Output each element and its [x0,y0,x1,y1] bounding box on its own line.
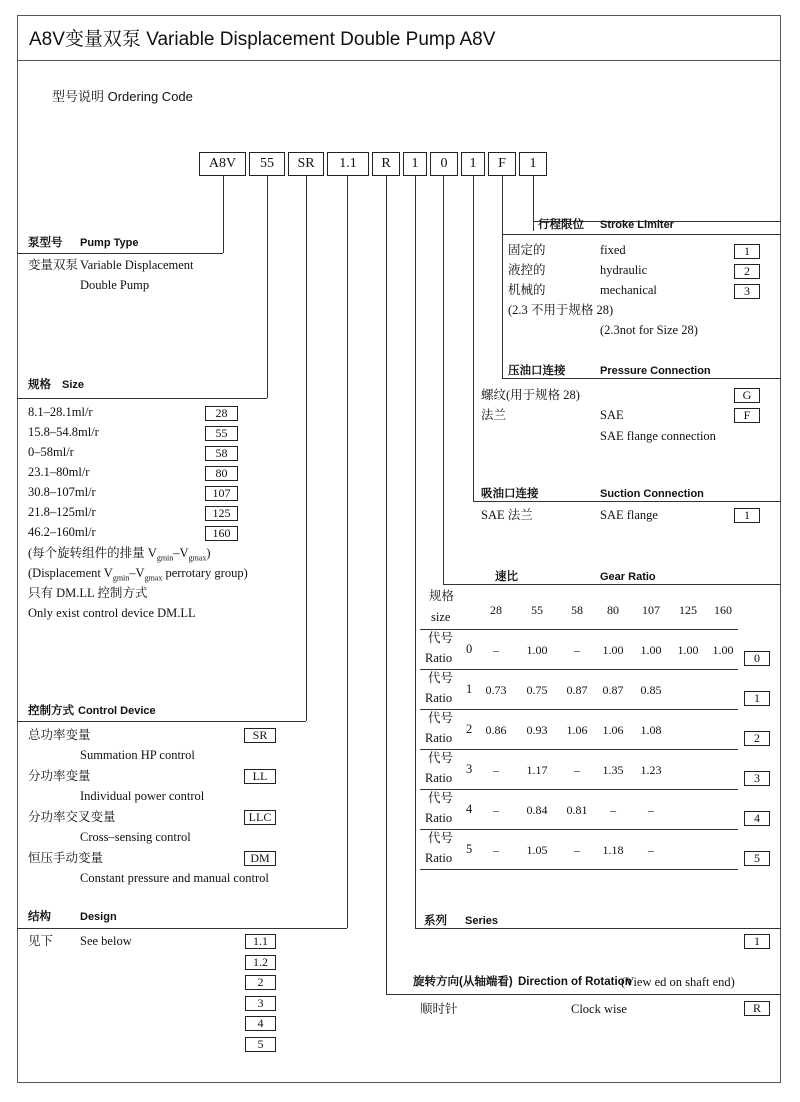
gear-ratio-value: 0.87 [602,683,624,697]
gear-ratio-value: 0.84 [526,803,548,817]
design-code-box: 3 [245,996,276,1011]
stroke-code-box: 1 [734,244,760,259]
gear-ratio-value: 0.73 [485,683,507,697]
size-code-box: 28 [205,406,238,421]
pressure-code-box: F [734,408,760,423]
code-cell-design: 1.1 [327,152,369,176]
code-cell-suction: 1 [461,152,485,176]
control-item-en: Cross–sensing control [80,830,191,844]
pump-type-heading-cn: 泵型号 [28,237,63,249]
size-code-box: 58 [205,446,238,461]
gear-ratio-value: – [493,763,499,777]
gear-ratio-value: 0.86 [485,723,507,737]
gear-row-label-cn: 代号 [428,671,454,685]
size-range: 30.8–107ml/r [28,485,96,499]
gear-row-code: 0 [466,642,473,656]
gear-size-value: 28 [490,603,502,617]
stroke-code-box: 3 [734,284,760,299]
pump-type-heading-en: Pump Type [80,237,139,249]
gear-code-box: 5 [744,851,770,866]
pressure-item-cn: 法兰 [481,408,507,422]
size-code-box: 80 [205,466,238,481]
size-range: 8.1–28.1ml/r [28,405,93,419]
ordering-code-label: 型号说明 Ordering Code [52,89,193,104]
control-item-en: Summation HP control [80,748,195,762]
pressure-code-box: G [734,388,760,403]
control-item-en: Constant pressure and manual control [80,871,269,885]
size-note-1: (每个旋转组件的排量 $V_{gmin}-V_{gmax}$) [28,546,211,563]
gear-ratio-value: 1.08 [640,723,662,737]
gear-size-value: 80 [607,603,619,617]
control-heading-en: Control Device [78,705,156,717]
stroke-note-cn: (2.3 不用于规格 28) [508,303,614,317]
control-code-box: SR [244,728,276,743]
gear-size-value: 107 [642,603,660,617]
pressure-item-cn: 螺纹(用于规格 28) [481,388,580,402]
stroke-item-cn: 液控的 [508,263,546,277]
size-range: 46.2–160ml/r [28,525,96,539]
stroke-item-cn: 固定的 [508,243,546,257]
gear-code-box: 0 [744,651,770,666]
size-heading-en: Size [62,379,85,391]
gear-ratio-value: 0.87 [566,683,588,697]
gear-row-label-cn: 代号 [428,791,454,805]
pump-type-en1: Variable Displacement [80,258,194,272]
suction-heading-cn: 吸油口连接 [481,488,539,500]
design-code-box: 1.2 [245,955,276,970]
rotation-heading-en: Direction of Rotation [518,976,632,988]
stroke-item-en: hydraulic [600,263,648,277]
gear-size-value: 160 [714,603,732,617]
code-cell-series: 1 [403,152,427,176]
code-cell-size: 55 [249,152,285,176]
code-cell-pressure: F [488,152,516,176]
series-heading-cn: 系列 [424,915,447,927]
gear-ratio-value: – [610,803,616,817]
suction-code-box: 1 [734,508,760,523]
gear-ratio-value: 1.00 [526,643,548,657]
gear-heading-cn: 速比 [495,571,518,583]
gear-ratio-value: – [648,803,654,817]
size-range: 0–58ml/r [28,445,74,459]
code-cell-control: SR [288,152,324,176]
gear-ratio-value: 1.00 [640,643,662,657]
gear-ratio-value: 0.81 [566,803,588,817]
code-cell-pump: A8V [199,152,246,176]
stroke-item-cn: 机械的 [508,283,546,297]
gear-row-label-cn: 代号 [428,831,454,845]
size-code-box: 125 [205,506,238,521]
gear-size-value: 125 [679,603,697,617]
gear-code-box: 2 [744,731,770,746]
gear-ratio-value: 1.00 [677,643,699,657]
size-code-box: 107 [205,486,238,501]
pump-type-cn: 变量双泵 [28,258,79,272]
code-cell-stroke: 1 [519,152,547,176]
size-note-2: (Displacement $V_{gmin}-V_{gmax}$ perrotary group) [28,566,248,583]
gear-size-value: 55 [531,603,543,617]
gear-row-code: 2 [466,722,473,736]
size-code-box: 160 [205,526,238,541]
control-item-en: Individual power control [80,789,205,803]
gear-ratio-value: – [574,843,580,857]
control-item-cn: 总功率变量 [28,728,91,742]
size-range: 15.8–54.8ml/r [28,425,99,439]
control-code-box: DM [244,851,276,866]
series-code-box: 1 [744,934,770,949]
gear-code-box: 4 [744,811,770,826]
suction-item-cn: SAE 法兰 [481,508,533,522]
gear-ratio-value: 1.06 [602,723,624,737]
code-cell-gear-ratio: 0 [430,152,458,176]
control-item-cn: 分功率交叉变量 [28,810,116,824]
size-note-4: Only exist control device DM.LL [28,606,196,620]
rotation-heading-note: (View ed on shaft end) [621,975,735,989]
gear-row-code: 5 [466,842,473,856]
control-heading-cn: 控制方式 [28,705,74,717]
rotation-code-box: R [744,1001,770,1016]
pump-type-en2: Double Pump [80,278,150,292]
gear-ratio-value: 1.18 [602,843,624,857]
stroke-note-en: (2.3not for Size 28) [600,323,698,337]
suction-item-en: SAE flange [600,508,658,522]
design-code-box: 4 [245,1016,276,1031]
gear-size-en: size [431,610,451,624]
pressure-heading-en: Pressure Connection [600,365,711,377]
gear-ratio-value: – [648,843,654,857]
code-cell-rotation: R [372,152,400,176]
gear-ratio-value: 1.23 [640,763,662,777]
pressure-extra-en: SAE flange connection [600,429,716,443]
gear-row-code: 1 [466,682,473,696]
gear-ratio-value: 1.05 [526,843,548,857]
gear-row-code: 3 [466,762,473,776]
size-note-3: 只有 DM.LL 控制方式 [28,586,148,600]
gear-row-label-en: Ratio [425,651,453,665]
stroke-item-en: mechanical [600,283,657,297]
stroke-item-en: fixed [600,243,626,257]
control-code-box: LL [244,769,276,784]
gear-row-code: 4 [466,802,473,816]
gear-ratio-value: 1.00 [712,643,734,657]
gear-ratio-value: 1.35 [602,763,624,777]
gear-row-label-en: Ratio [425,851,453,865]
pressure-heading-cn: 压油口连接 [508,365,566,377]
gear-row-label-en: Ratio [425,771,453,785]
design-heading-en: Design [80,911,117,923]
control-item-cn: 分功率变量 [28,769,91,783]
gear-ratio-value: 0.85 [640,683,662,697]
gear-ratio-value: – [493,643,499,657]
rotation-item-en: Clock wise [571,1002,627,1016]
size-range: 23.1–80ml/r [28,465,90,479]
size-code-box: 55 [205,426,238,441]
gear-ratio-value: – [574,643,580,657]
gear-size-value: 58 [571,603,583,617]
gear-ratio-value: 0.93 [526,723,548,737]
stroke-code-box: 2 [734,264,760,279]
rotation-heading-cn: 旋转方向(从轴端看) [413,976,513,988]
gear-row-label-en: Ratio [425,691,453,705]
gear-ratio-value: – [574,763,580,777]
rotation-item-cn: 顺时针 [420,1002,458,1016]
gear-row-label-cn: 代号 [428,751,454,765]
design-heading-cn: 结构 [28,911,51,923]
pressure-item-en: SAE [600,408,624,422]
design-code-box: 1.1 [245,934,276,949]
title-bar [17,15,781,61]
gear-size-cn: 规格 [429,589,455,603]
gear-row-label-cn: 代号 [428,631,454,645]
gear-row-label-en: Ratio [425,811,453,825]
design-cn: 见下 [28,934,54,948]
gear-ratio-value: – [493,843,499,857]
stroke-limiter-heading-en: Stroke Limiter [600,219,674,231]
gear-ratio-value: 0.75 [526,683,548,697]
design-code-box: 2 [245,975,276,990]
gear-row-label-en: Ratio [425,731,453,745]
design-en: See below [80,934,132,948]
design-code-box: 5 [245,1037,276,1052]
gear-ratio-value: – [493,803,499,817]
size-heading-cn: 规格 [28,379,51,391]
stroke-limiter-heading-cn: 行程限位 [538,219,584,231]
series-heading-en: Series [465,915,499,927]
gear-ratio-value: 1.06 [566,723,588,737]
page-title: A8V变量双泵 Variable Displacement Double Pump A8V [29,29,496,50]
gear-heading-en: Gear Ratio [600,571,656,583]
gear-ratio-value: 1.00 [602,643,624,657]
gear-row-label-cn: 代号 [428,711,454,725]
size-range: 21.8–125ml/r [28,505,96,519]
gear-code-box: 1 [744,691,770,706]
gear-code-box: 3 [744,771,770,786]
control-item-cn: 恒压手动变量 [28,851,104,865]
suction-heading-en: Suction Connection [600,488,704,500]
gear-ratio-value: 1.17 [526,763,548,777]
control-code-box: LLC [244,810,276,825]
